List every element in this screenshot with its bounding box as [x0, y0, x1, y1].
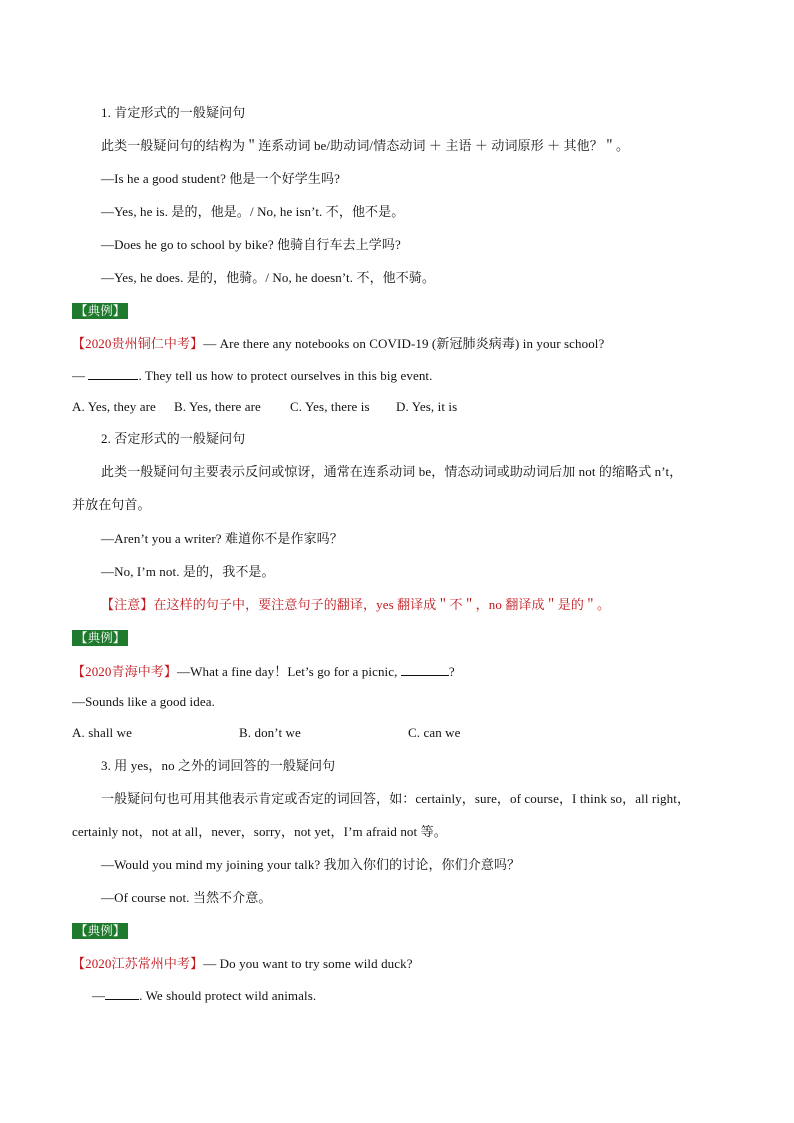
section1-example1-answer: —Yes, he is. 是的，他是。/ No, he isn’t. 不，他不是。: [101, 204, 405, 219]
example-badge: 【典例】: [72, 303, 128, 319]
example1-answer-line: [72, 366, 433, 385]
option-a: A. Yes, they are: [72, 399, 156, 414]
section2-description-line2: 并放在句首。: [72, 497, 151, 512]
example3-answer-prefix: —: [92, 988, 106, 1003]
section1-structure: 此类一般疑问句的结构为＂连系动词 be/助动词/情态动词 ＋ 主语 ＋ 动词原形 ＋ 其他？＂。: [101, 138, 630, 153]
section1-example1-question: —Is he a good student? 他是一个好学生吗?: [101, 171, 340, 186]
example2-answer: —Sounds like a good idea.: [72, 694, 215, 709]
section1-example2-question: —Does he go to school by bike? 他骑自行车去上学吗?: [101, 237, 401, 252]
example2-question-line: [72, 662, 455, 681]
example1-answer-suffix: . They tell us how to protect ourselves in this big event.: [138, 368, 433, 383]
example2-options: [72, 724, 461, 742]
option-b: B. Yes, there are: [174, 399, 261, 414]
example1-question-line: [72, 335, 604, 353]
answer-blank[interactable]: [105, 986, 139, 1000]
section1-heading: 1. 肯定形式的一般疑问句: [101, 105, 246, 120]
example3-question-line: [72, 955, 413, 973]
section2-example-question: —Aren’t you a writer? 难道你不是作家吗？: [101, 531, 343, 546]
example-badge: 【典例】: [72, 630, 128, 646]
example3-answer-line: [92, 986, 316, 1005]
section2-note: 【注意】在这样的句子中，要注意句子的翻译，yes 翻译成＂不＂，no 翻译成＂是的＂。: [101, 597, 611, 612]
example-tag-1: [72, 302, 128, 320]
example-tag-3: [72, 922, 128, 940]
example1-source: 【2020贵州铜仁中考】: [72, 336, 204, 351]
section3-heading: 3. 用 yes，no 之外的词回答的一般疑问句: [101, 758, 336, 773]
example-tag-2: [72, 629, 128, 647]
option-d: D. Yes, it is: [396, 399, 458, 414]
answer-blank[interactable]: [88, 366, 138, 380]
section3-example-answer: —Of course not. 当然不介意。: [101, 890, 272, 905]
option-c: C. can we: [408, 725, 461, 740]
section3-description-line1: 一般疑问句也可用其他表示肯定或否定的词回答，如：certainly，sure，of course，I think so，all right，: [101, 791, 691, 806]
example2-question-suffix: ?: [448, 664, 455, 679]
example3-question: — Do you want to try some wild duck?: [203, 956, 413, 971]
example2-source: 【2020青海中考】: [72, 664, 177, 679]
section3-description-line2: certainly not，not at all，never，sorry，not yet，I’m afraid not 等。: [72, 824, 447, 839]
option-b: B. don’t we: [239, 725, 301, 740]
example1-question: — Are there any notebooks on COVID-19 (新冠肺炎病毒) in your school?: [203, 336, 605, 351]
option-a: A. shall we: [72, 725, 132, 740]
option-c: C. Yes, there is: [290, 399, 370, 414]
section3-example-question: —Would you mind my joining your talk? 我加入你们的讨论，你们介意吗？: [101, 857, 521, 872]
section2-description-line1: 此类一般疑问句主要表示反问或惊讶，通常在连系动词 be，情态动词或助动词后加 not 的缩略式 n’t，: [101, 464, 683, 479]
example3-answer-suffix: . We should protect wild animals.: [139, 988, 317, 1003]
example3-source: 【2020江苏常州中考】: [72, 956, 204, 971]
section1-example2-answer: —Yes, he does. 是的，他骑。/ No, he doesn’t. 不，他不骑。: [101, 270, 436, 285]
section2-heading: 2. 否定形式的一般疑问句: [101, 431, 246, 446]
example1-options: [72, 398, 457, 416]
example2-question-prefix: —What a fine day！Let’s go for a picnic,: [177, 664, 401, 679]
section2-example-answer: —No, I’m not. 是的，我不是。: [101, 564, 275, 579]
answer-blank[interactable]: [401, 662, 449, 676]
example-badge: 【典例】: [72, 923, 128, 939]
example1-answer-prefix: —: [72, 368, 89, 383]
